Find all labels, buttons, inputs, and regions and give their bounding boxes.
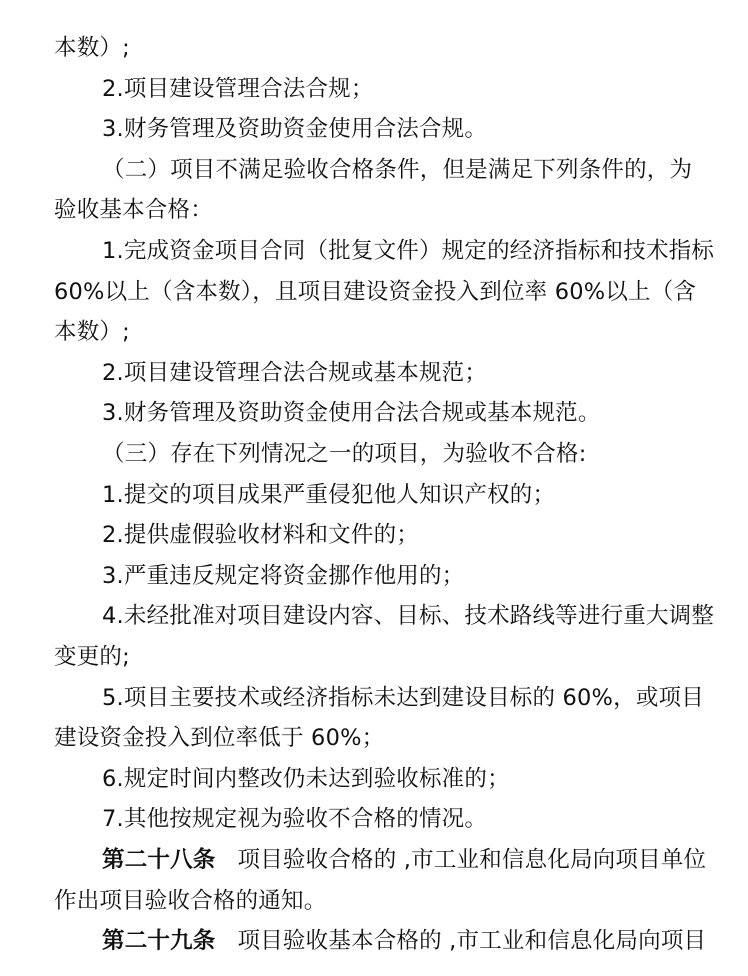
line-text: 6.规定时间内整改仍未达到验收标准的； — [102, 765, 510, 792]
line-text: 7.其他按规定视为验收不合格的情况。 — [102, 806, 488, 833]
line-text: 1.完成资金项目合同（批复文件）规定的经济指标和技术指标 — [102, 238, 715, 264]
article-heading: 第二十九条 — [102, 928, 216, 955]
line-text: （三）存在下列情况之一的项目，为验收不合格: — [102, 441, 587, 467]
text-line — [0, 109, 748, 149]
line-text: 验收基本合格： — [54, 197, 213, 224]
line-text: 4.未经批准对项目建设内容、目标、技术路线等进行重大调整 — [102, 603, 715, 630]
line-text: 作出项目验收合格的通知。 — [54, 887, 327, 914]
text-line — [0, 434, 748, 474]
text-line — [0, 190, 748, 230]
line-text: （二）项目不满足验收合格条件，但是满足下列条件的，为 — [102, 156, 693, 183]
line-text: 60%以上（含本数），且项目建设资金投入到位率 60%以上（含 — [54, 278, 697, 305]
line-text: 本数）; — [54, 35, 130, 61]
text-line — [0, 799, 748, 839]
line-text: 2.项目建设管理合法合规； — [102, 75, 374, 102]
text-line — [0, 637, 748, 677]
line-text: 3.财务管理及资助资金使用合法合规。 — [102, 116, 488, 143]
line-text: 5.项目主要技术或经济指标未达到建设目标的 60%，或项目 — [102, 684, 704, 711]
text-line — [0, 231, 748, 271]
text-line — [0, 556, 748, 596]
text-line — [0, 150, 748, 190]
line-text: 2.提供虚假验收材料和文件的； — [102, 522, 419, 549]
text-line — [0, 718, 748, 758]
line-text: 变更的; — [54, 644, 130, 670]
text-line — [0, 596, 748, 636]
text-line — [0, 69, 748, 109]
line-text: 3.严重违反规定将资金挪作他用的； — [102, 562, 465, 589]
line-text: 建设资金投入到位率低于 60%； — [54, 725, 385, 752]
line-text: 1.提交的项目成果严重侵犯他人知识产权的； — [102, 481, 556, 508]
text-line — [0, 515, 748, 555]
text-line — [0, 393, 748, 433]
line-text: 本数）; — [54, 319, 130, 346]
text-line — [0, 678, 748, 718]
article-heading: 第二十八条 — [102, 847, 216, 873]
text-line — [0, 759, 748, 799]
line-text: 项目验收基本合格的 ,市工业和信息化局向项目 — [237, 928, 707, 955]
text-line — [0, 840, 748, 880]
text-line — [0, 272, 748, 312]
text-line — [0, 475, 748, 515]
line-text: 2.项目建设管理合法合规或基本规范； — [102, 359, 488, 386]
text-line — [0, 312, 748, 352]
text-line — [0, 921, 748, 961]
text-line — [0, 28, 748, 68]
line-text: 项目验收合格的 ,市工业和信息化局向项目单位 — [237, 847, 707, 873]
text-line — [0, 353, 748, 393]
text-line — [0, 881, 748, 921]
line-text: 3.财务管理及资助资金使用合法合规或基本规范。 — [102, 400, 601, 427]
